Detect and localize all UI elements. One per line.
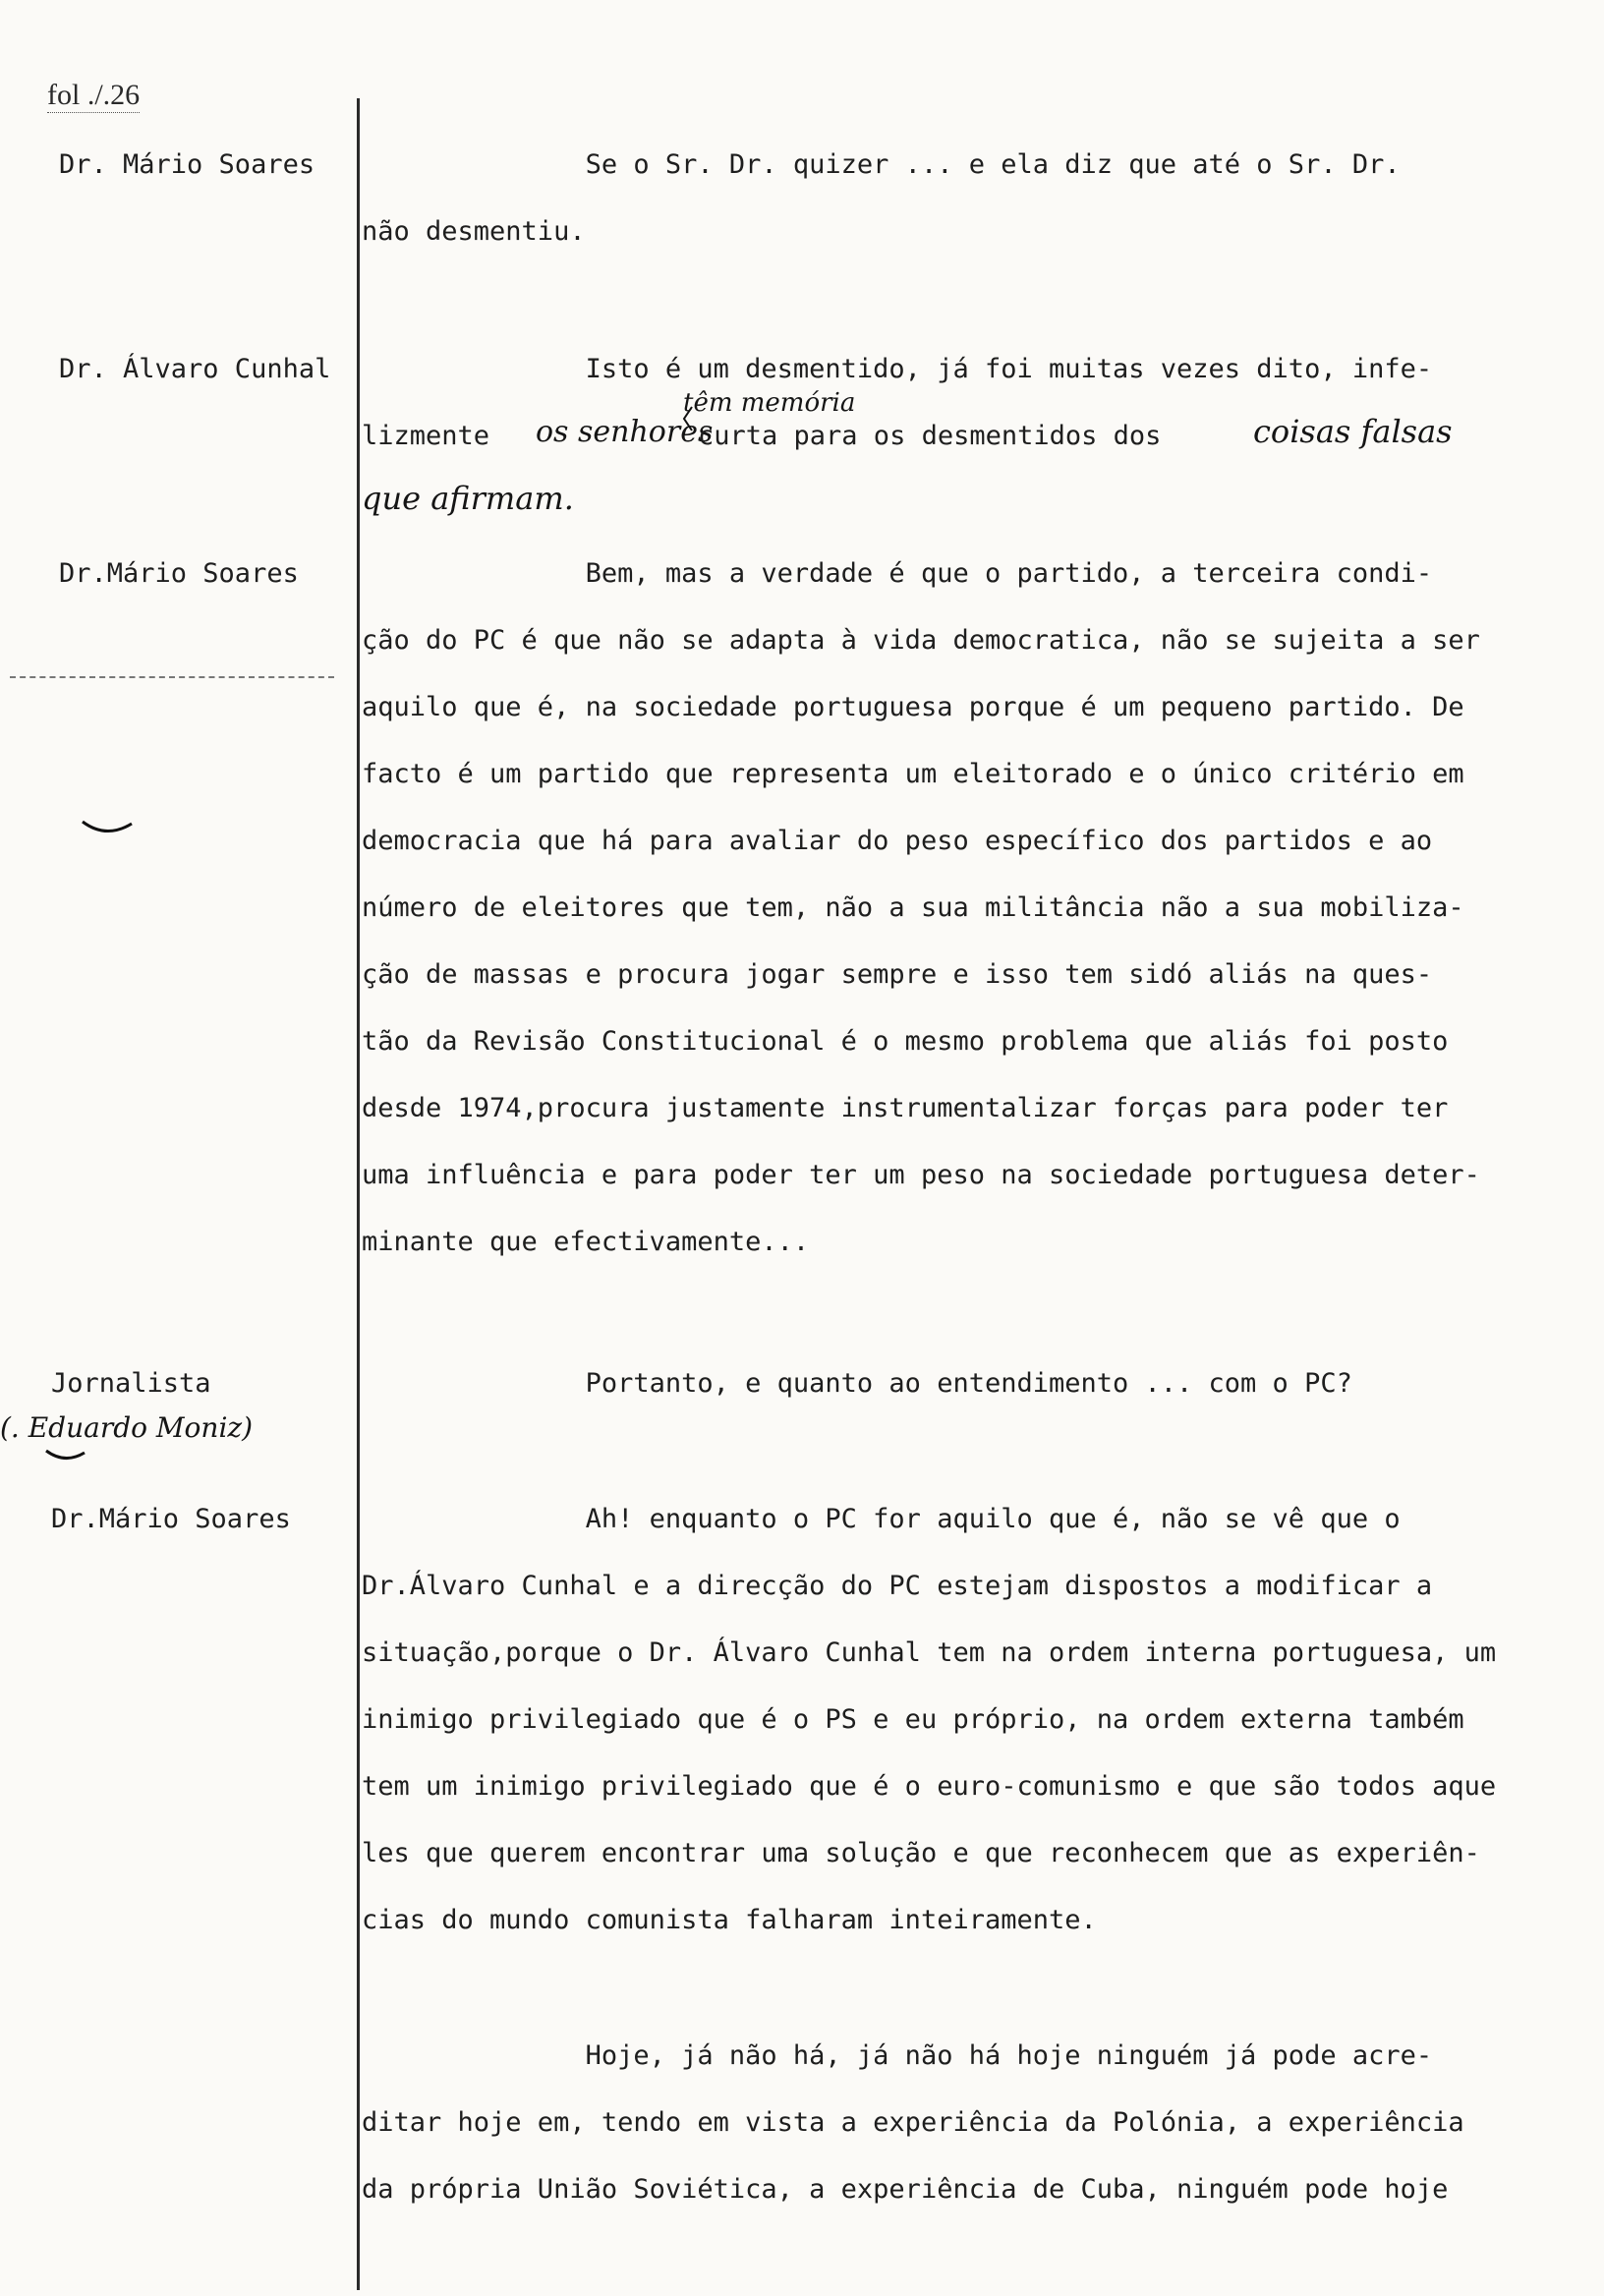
divider-dash xyxy=(10,676,334,678)
text-line: Dr.Álvaro Cunhal e a direcção do PC estejam dispostos a modificar a xyxy=(362,1571,1433,1601)
text-line: facto é um partido que representa um eleitorado e o único critério em xyxy=(362,759,1464,789)
text-line: uma influência e para poder ter um peso na sociedade portuguesa deter- xyxy=(362,1160,1480,1190)
text-line: Hoje, já não há, já não há hoje ninguém já pode acre- xyxy=(362,2040,1433,2071)
text-line: les que querem encontrar uma solução e que reconhecem que as experiên- xyxy=(362,1838,1480,1868)
text-line: ditar hoje em, tendo em vista a experiência da Polónia, a experiência xyxy=(362,2107,1464,2138)
text-line: Isto é um desmentido, já foi muitas vezes dito, infe- xyxy=(362,354,1433,384)
handwritten-replacement: coisas falsas xyxy=(1253,413,1453,450)
handwritten-insert: têm memória xyxy=(683,388,856,418)
speaker-label: Jornalista xyxy=(51,1368,211,1399)
text-line: desde 1974,procura justamente instrumentalizar forças para poder ter xyxy=(362,1093,1449,1123)
handwritten-curve-mark xyxy=(43,1447,88,1468)
handwritten-curve-mark xyxy=(79,816,138,841)
text-line: inimigo privilegiado que é o PS e eu próprio, na ordem externa também xyxy=(362,1704,1464,1735)
text-line: Ah! enquanto o PC for aquilo que é, não se vê que o xyxy=(362,1504,1401,1534)
text-line: Bem, mas a verdade é que o partido, a terceira condi- xyxy=(362,558,1433,589)
handwritten-speaker-name: (. Eduardo Moniz) xyxy=(0,1411,254,1444)
text-line: situação,porque o Dr. Álvaro Cunhal tem na ordem interna portuguesa, um xyxy=(362,1637,1497,1668)
margin-rule xyxy=(357,98,360,2290)
handwritten-replacement: os senhores xyxy=(536,415,714,449)
text-line: tão da Revisão Constitucional é o mesmo problema que aliás foi posto xyxy=(362,1026,1449,1057)
text-line: cias do mundo comunista falharam inteiramente. xyxy=(362,1905,1097,1935)
text-line: tem um inimigo privilegiado que é o euro-comunismo e que são todos aque xyxy=(362,1771,1497,1802)
text-line: democracia que há para avaliar do peso específico dos partidos e ao xyxy=(362,826,1433,856)
folio-number: fol ./.26 xyxy=(47,79,141,111)
text-line: número de eleitores que tem, não a sua militância não a sua mobiliza- xyxy=(362,892,1464,923)
speaker-label: Dr. Álvaro Cunhal xyxy=(59,354,331,384)
text-line: Portanto, e quanto ao entendimento ... com o PC? xyxy=(362,1368,1352,1399)
speaker-label: Dr.Mário Soares xyxy=(59,558,299,589)
text-line: não desmentiu. xyxy=(362,216,586,247)
text-line: Se o Sr. Dr. quizer ... e ela diz que até o Sr. Dr. xyxy=(362,149,1401,180)
text-line: lizmente xyxy=(362,421,506,451)
speaker-label: Dr. Mário Soares xyxy=(59,149,315,180)
handwritten-continuation: que afirmam. xyxy=(362,480,574,517)
text-line: minante que efectivamente... xyxy=(362,1227,810,1257)
text-line: curta para os desmentidos dos xyxy=(698,421,1177,451)
text-line: aquilo que é, na sociedade portuguesa porque é um pequeno partido. De xyxy=(362,692,1464,722)
speaker-label: Dr.Mário Soares xyxy=(51,1504,291,1534)
text-line: da própria União Soviética, a experiência de Cuba, ninguém pode hoje xyxy=(362,2174,1449,2205)
text-line: ção de massas e procura jogar sempre e isso tem sidó aliás na ques- xyxy=(362,959,1433,990)
text-line: ção do PC é que não se adapta à vida democratica, não se sujeita a ser xyxy=(362,625,1480,656)
